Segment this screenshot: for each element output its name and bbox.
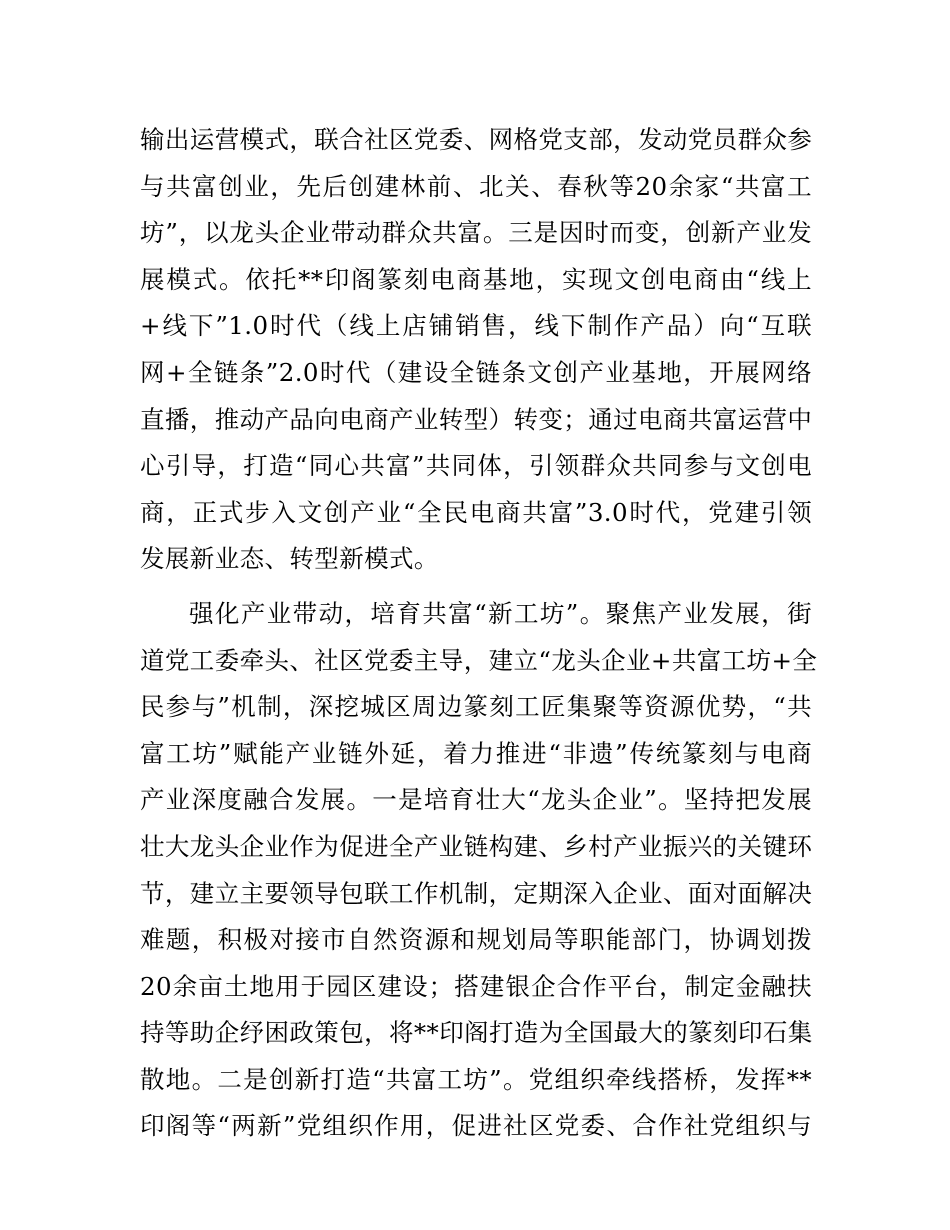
paragraph-spacing [140, 583, 812, 591]
text-line: 坊”，以龙头企业带动群众共富。三是因时而变，创新产业发 [140, 218, 812, 248]
text-line: 心引导，打造“同心共富”共同体，引领群众共同参与文创电 [140, 451, 812, 481]
text-line: 网+全链条”2.0时代（建设全链条文创产业基地，开展网络 [140, 357, 812, 387]
text-line: 富工坊”赋能产业链外延，着力推进“非遗”传统篆刻与电商 [140, 738, 812, 768]
text-line: 节，建立主要领导包联工作机制，定期深入企业、面对面解决 [140, 878, 813, 908]
text-line: 商，正式步入文创产业“全民电商共富”3.0时代，党建引领 [140, 497, 812, 527]
text-line: 产业深度融合发展。一是培育壮大“龙头企业”。坚持把发展 [140, 785, 812, 815]
text-line: 展模式。依托**印阁篆刻电商基地，实现文创电商由“线上 [140, 264, 812, 294]
text-line: 难题，积极对接市自然资源和规划局等职能部门，协调划拨 [140, 925, 812, 955]
text-line: 道党工委牵头、社区党委主导，建立“龙头企业+共富工坊+全 [140, 645, 818, 675]
text-line: 民参与”机制，深挖城区周边篆刻工匠集聚等资源优势，“共 [140, 692, 812, 722]
text-line: 印阁等“两新”党组织作用，促进社区党委、合作社党组织与 [140, 1111, 812, 1141]
document-body [140, 117, 818, 1150]
text-line: +线下”1.0时代（线上店铺销售，线下制作产品）向“互联 [140, 311, 812, 341]
text-line: 与共富创业，先后创建林前、北关、春秋等20余家“共富工 [140, 171, 812, 201]
text-line: 壮大龙头企业作为促进全产业链构建、乡村产业振兴的关键环 [140, 831, 813, 861]
text-line: 20余亩土地用于园区建设；搭建银企合作平台，制定金融扶 [140, 971, 812, 1001]
paragraph-2 [140, 591, 818, 1150]
text-line: 强化产业带动，培育共富“新工坊”。聚焦产业发展，街 [189, 598, 812, 628]
text-line: 直播，推动产品向电商产业转型）转变；通过电商共富运营中 [140, 404, 813, 434]
text-line: 输出运营模式，联合社区党委、网格党支部，发动党员群众参 [140, 125, 813, 154]
text-line: 发展新业态、转型新模式。 [140, 544, 439, 574]
paragraph-1 [140, 117, 812, 583]
text-line: 散地。二是创新打造“共富工坊”。党组织牵线搭桥，发挥** [140, 1064, 812, 1094]
text-line: 持等助企纾困政策包，将**印阁打造为全国最大的篆刻印石集 [140, 1018, 813, 1048]
